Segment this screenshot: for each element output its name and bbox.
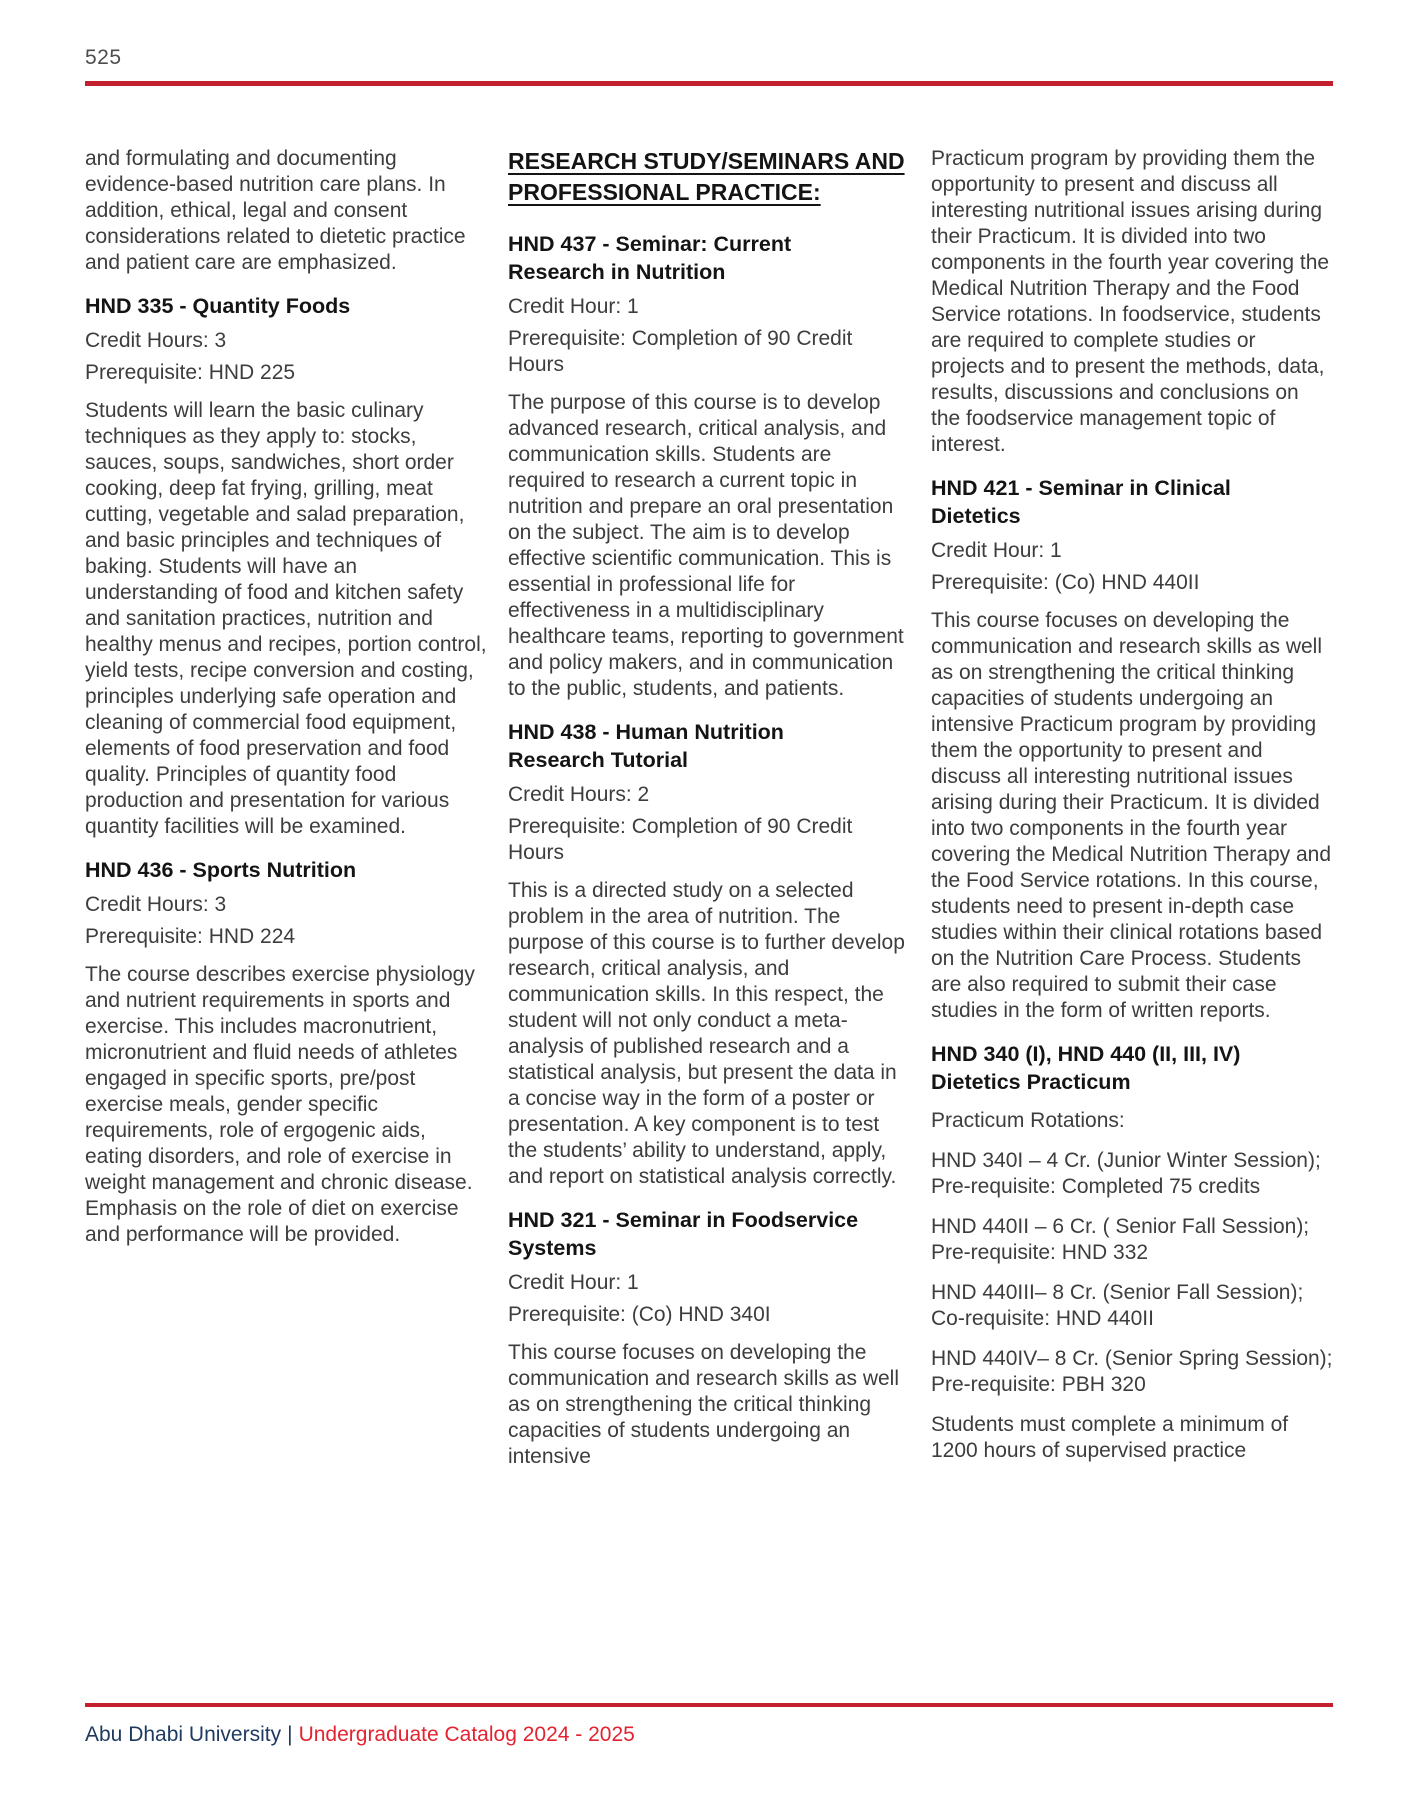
course-description: Students will learn the basic culinary techniques as they apply to: stocks, sauces, soups, sandwiches, short order cooking, deep fat frying, grilling, meat cutting, vegetable and salad preparation, and basic principles and techniques of baking. Students will have an understanding of food and kitchen safety and sanitation practices, nutrition and healthy menus and recipes, portion control, yield tests, recipe conversion and costing, principles underlying safe operation and cleaning of commercial food equipment, elements of food preservation and food quality. Principles of quantity food production and presentation for various quantity facilities will be examined. <box>85 399 487 838</box>
course-hnd-436 <box>85 856 487 1248</box>
credit-hours: Credit Hours: 3 <box>85 893 227 916</box>
rotation-hnd-340i: HND 340I – 4 Cr. (Junior Winter Session); Pre-requisite: Completed 75 credits <box>931 1149 1321 1198</box>
course-description: The course describes exercise physiology and nutrient requirements in sports and exercise. This includes macronutrient, micronutrient and fluid needs of athletes engaged in specific sports, pre/post exercise meals, gender specific requirements, role of ergogenic aids, eating disorders, and role of exercise in weight management and chronic disease. Emphasis on the role of diet on exercise and performance will be provided. <box>85 963 475 1246</box>
section-heading: RESEARCH STUDY/SEMINARS AND PROFESSIONAL PRACTICE: <box>508 148 905 205</box>
course-title: HND 321 - Seminar in Foodservice Systems <box>508 1208 859 1260</box>
course-description: This course focuses on developing the communication and research skills as well as on strengthening the critical thinking capacities of students undergoing an intensive <box>508 1341 899 1468</box>
continued-paragraph: and formulating and documenting evidence-based nutrition care plans. In addition, ethical, legal and consent considerations related to dietetic practice and patient care are emphasized. <box>85 147 466 274</box>
course-description: This is a directed study on a selected problem in the area of nutrition. The purpose of this course is to further develop research, critical analysis, and communication skills. In this respect, the student will not only conduct a meta-analysis of published research and a statistical analysis, but present the data in a concise way in the form of a poster or presentation. A key component is to test the students’ ability to understand, apply, and report on statistical analysis correctly. <box>508 879 905 1188</box>
course-title: HND 335 - Quantity Foods <box>85 294 351 318</box>
course-description: This course focuses on developing the communication and research skills as well as on strengthening the critical thinking capacities of students undergoing an intensive Practicum program by providing them the opportunity to present and discuss all interesting nutritional issues arising during their Practicum. It is divided into two components in the fourth year covering the Medical Nutrition Therapy and the Food Service rotations. In this course, students need to present in-depth case studies within their clinical rotations based on the Nutrition Care Process. Students are also required to submit their case studies in the form of written reports. <box>931 609 1331 1022</box>
credit-hours: Credit Hours: 3 <box>85 329 227 352</box>
course-hnd-321 <box>508 1206 910 1470</box>
page-footer <box>85 1703 1333 1748</box>
course-hnd-335 <box>85 292 487 840</box>
column-2 <box>508 146 910 1484</box>
rotation-hnd-440iv: HND 440IV– 8 Cr. (Senior Spring Session); Pre-requisite: PBH 320 <box>931 1347 1333 1396</box>
footer-institution: Abu Dhabi University <box>85 1723 282 1746</box>
course-title: HND 421 - Seminar in Clinical Dietetics <box>931 476 1231 528</box>
course-hnd-421 <box>931 474 1333 1024</box>
footer-catalog-title: Undergraduate Catalog 2024 - 2025 <box>298 1723 635 1746</box>
continued-paragraph: Practicum program by providing them the opportunity to present and discuss all interesting nutritional issues arising during their Practicum. It is divided into two components in the fourth year covering the Medical Nutrition Therapy and the Food Service rotations. In foodservice, students are required to complete studies or projects and to present the methods, data, results, discussions and conclusions on the foodservice management topic of interest. <box>931 147 1330 456</box>
credit-hours: Credit Hour: 1 <box>508 1271 639 1294</box>
prerequisite: Prerequisite: (Co) HND 440II <box>931 571 1200 594</box>
column-1 <box>85 146 487 1484</box>
page-header <box>0 0 1418 86</box>
column-3 <box>931 146 1333 1484</box>
prerequisite: Prerequisite: Completion of 90 Credit Hours <box>508 815 853 864</box>
prerequisite: Prerequisite: Completion of 90 Credit Hours <box>508 327 853 376</box>
course-hnd-438 <box>508 718 910 1190</box>
course-title: HND 438 - Human Nutrition Research Tutorial <box>508 720 784 772</box>
rotation-hnd-440iii: HND 440III– 8 Cr. (Senior Fall Session); Co-requisite: HND 440II <box>931 1281 1304 1330</box>
page-number: 525 <box>85 46 122 69</box>
supervised-practice-note: Students must complete a minimum of 1200 hours of supervised practice <box>931 1413 1289 1462</box>
course-group-dietetics-practicum <box>931 1040 1333 1464</box>
course-title: HND 340 (I), HND 440 (II, III, IV) Dietetics Practicum <box>931 1042 1241 1094</box>
course-hnd-437 <box>508 230 910 702</box>
practicum-rotations-label: Practicum Rotations: <box>931 1109 1125 1132</box>
credit-hours: Credit Hour: 1 <box>508 295 639 318</box>
prerequisite: Prerequisite: HND 225 <box>85 361 296 384</box>
prerequisite: Prerequisite: HND 224 <box>85 925 296 948</box>
prerequisite: Prerequisite: (Co) HND 340I <box>508 1303 771 1326</box>
course-title: HND 436 - Sports Nutrition <box>85 858 357 882</box>
content-columns <box>0 86 1418 1484</box>
footer-rule <box>85 1703 1333 1707</box>
footer-separator: | <box>287 1723 293 1746</box>
rotation-hnd-440ii: HND 440II – 6 Cr. ( Senior Fall Session); Pre-requisite: HND 332 <box>931 1215 1310 1264</box>
course-description: The purpose of this course is to develop advanced research, critical analysis, and communication skills. Students are required to research a current topic in nutrition and prepare an oral presentation on the subject. The aim is to develop effective scientific communication. This is essential in professional life for effectiveness in a multidisciplinary healthcare teams, reporting to government and policy makers, and in communication to the public, students, and patients. <box>508 391 904 700</box>
footer-text <box>85 1722 1333 1748</box>
course-title: HND 437 - Seminar: Current Research in Nutrition <box>508 232 792 284</box>
credit-hours: Credit Hours: 2 <box>508 783 650 806</box>
credit-hours: Credit Hour: 1 <box>931 539 1062 562</box>
